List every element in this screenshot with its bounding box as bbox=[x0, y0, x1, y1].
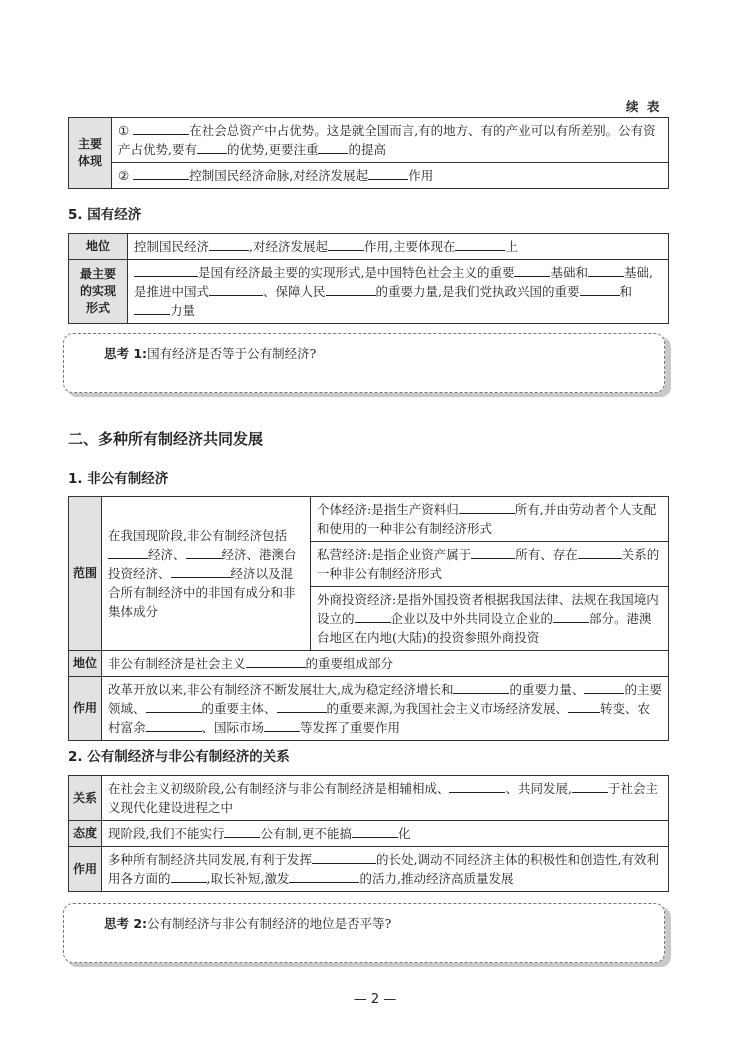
embodiment-row-1: ① 在社会总资产中占优势。这是就全国而言,有的地方、有的产业可以有所差别。公有资产占优势,要有 的优势,更要注重 的提高 bbox=[112, 118, 669, 163]
think-box-1 bbox=[63, 333, 665, 393]
non-public-economy-table bbox=[68, 496, 669, 741]
role-header: 作用 bbox=[69, 677, 102, 741]
section-1-title: 1. 非公有制经济 bbox=[68, 471, 169, 487]
role-content: 改革开放以来,非公有制经济不断发展壮大,成为稳定经济增长和 的重要力量、 的主要领域、 的重要主体、 的重要来源,为我国社会主义市场经济发展、 转变、农村富余 、国际市场 等发挥了重要作用 bbox=[102, 677, 669, 741]
state-economy-table bbox=[68, 233, 669, 324]
relationship-table bbox=[68, 775, 669, 892]
attitude-header: 态度 bbox=[69, 821, 102, 847]
state-status-header: 地位 bbox=[69, 234, 128, 260]
think-1-label: 思考 1: bbox=[104, 346, 148, 361]
individual-economy: 个体经济:是指生产资料归 所有,并由劳动者个人支配和使用的一种非公有制经济形式 bbox=[311, 497, 669, 542]
effect-content: 多种所有制经济共同发展,有利于发挥 的长处,调动不同经济主体的积极性和创造性,有效利用各方面的 ,取长补短,激发 的活力,推动经济高质量发展 bbox=[102, 847, 669, 892]
state-status-content: 控制国民经济 ,对经济发展起 作用,主要体现在 上 bbox=[128, 234, 669, 260]
embodiment-header: 主要体现 bbox=[69, 118, 112, 189]
think-box-2 bbox=[63, 903, 665, 963]
private-economy: 私营经济:是指企业资产属于 所有、存在 关系的一种非公有制经济形式 bbox=[311, 542, 669, 587]
scope-description: 在我国现阶段,非公有制经济包括经济、 经济、港澳台投资经济、 经济以及混合所有制经济中的非国有成分和非集体成分 bbox=[102, 497, 311, 651]
section-2-title: 2. 公有制经济与非公有制经济的关系 bbox=[68, 749, 290, 765]
think-2-question: 公有制经济与非公有制经济的地位是否平等? bbox=[147, 916, 392, 931]
section-5-title: 5. 国有经济 bbox=[68, 207, 142, 223]
effect-header: 作用 bbox=[69, 847, 102, 892]
page-number: — 2 — bbox=[353, 992, 397, 1007]
foreign-investment-economy: 外商投资经济:是指外国投资者根据我国法律、法规在我国境内设立的 企业以及中外共同设立企业的 部分。港澳台地区在内地(大陆)的投资参照外商投资 bbox=[311, 587, 669, 651]
status-header: 地位 bbox=[69, 651, 102, 677]
attitude-content: 现阶段,我们不能实行 公有制,更不能搞 化 bbox=[102, 821, 669, 847]
status-content: 非公有制经济是社会主义 的重要组成部分 bbox=[102, 651, 669, 677]
embodiment-row-2: ② 控制国民经济命脉,对经济发展起 作用 bbox=[112, 163, 669, 189]
continued-table-label: 续 表 bbox=[626, 99, 662, 114]
relation-header: 关系 bbox=[69, 776, 102, 821]
think-1-question: 国有经济是否等于公有制经济? bbox=[147, 346, 317, 361]
state-form-content: 是国有经济最主要的实现形式,是中国特色社会主义的重要 基础和 基础,是推进中国式 、保障人民 的重要力量,是我们党执政兴国的重要 和力量 bbox=[128, 260, 669, 324]
relation-content: 在社会主义初级阶段,公有制经济与非公有制经济是相辅相成、 、共同发展, 于社会主义现代化建设进程之中 bbox=[102, 776, 669, 821]
part-2-title: 二、多种所有制经济共同发展 bbox=[68, 430, 264, 448]
state-form-header: 最主要的实现形式 bbox=[69, 260, 128, 324]
think-2-label: 思考 2: bbox=[104, 916, 148, 931]
scope-header: 范围 bbox=[69, 497, 102, 651]
main-embodiment-table bbox=[68, 117, 669, 189]
